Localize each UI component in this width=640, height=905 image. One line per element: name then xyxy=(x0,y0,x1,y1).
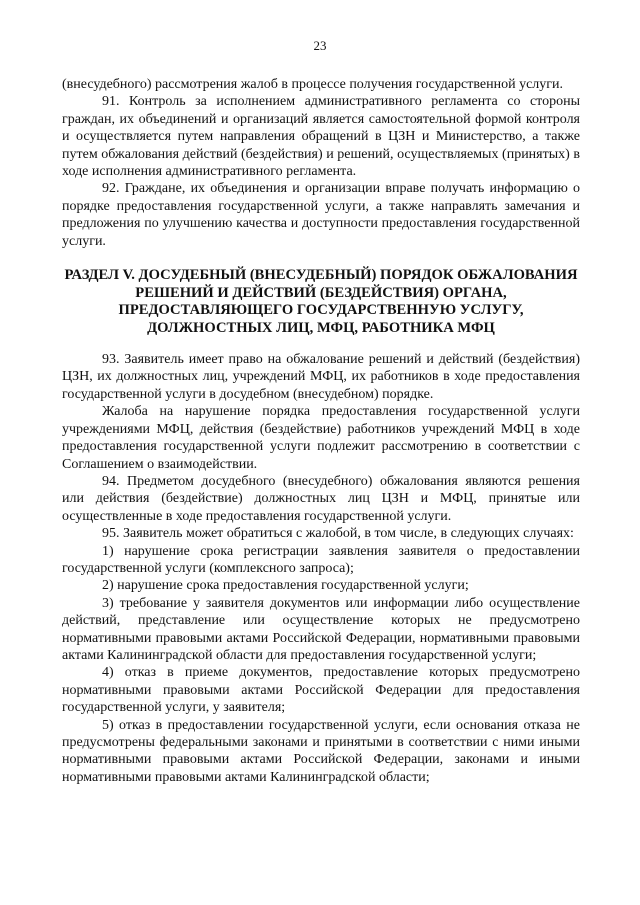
paragraph: 93. Заявитель имеет право на обжалование решений и действий (бездействия) ЦЗН, их должностных лиц, учреждений МФЦ, их работников в ходе предоставления государственной услуги в досудебном (внесудебном) порядке. xyxy=(62,352,580,402)
paragraph: 91. Контроль за исполнением административного регламента со стороны граждан, их объединений и организаций является самостоятельной формой контроля и осуществляется путем направления обращений в ЦЗН и Министерство, а также путем обжалования действий (бездействия) и решений, осуществляемых (принятых) в ходе исполнения административного регламента. xyxy=(62,94,580,180)
list-item: 5) отказ в предоставлении государственной услуги, если основания отказа не предусмотрены федеральными законами и принятыми в соответствии с ними иными нормативными правовыми актами Российской Федерации, законами и иными нормативными правовыми актами Калининградской области; xyxy=(62,717,580,785)
paragraph: Жалоба на нарушение порядка предоставления государственной услуги учреждениями МФЦ, действия (бездействие) работников учреждений МФЦ в ходе предоставления государственной услуги подлежит рассмотрению в соответствии с Соглашением о взаимодействии. xyxy=(62,404,580,472)
section-heading: РАЗДЕЛ V. ДОСУДЕБНЫЙ (ВНЕСУДЕБНЫЙ) ПОРЯДОК ОБЖАЛОВАНИЯ РЕШЕНИЙ И ДЕЙСТВИЙ (БЕЗДЕЙСТВИЯ) ОРГАНА, ПРЕДОСТАВЛЯЮЩЕГО ГОСУДАРСТВЕННУЮ УСЛУГУ, ДОЛЖНОСТНЫХ ЛИЦ, МФЦ, РАБОТНИКА МФЦ xyxy=(64,267,578,336)
paragraphs-after-section xyxy=(62,351,580,786)
paragraph: 95. Заявитель может обратиться с жалобой, в том числе, в следующих случаях: xyxy=(102,526,574,542)
paragraph: 94. Предметом досудебного (внесудебного) обжалования являются решения или действия (бездействие) должностных лиц ЦЗН и МФЦ, принятые или осуществленные в ходе предоставления государственной услуги. xyxy=(62,473,580,524)
list-item: 4) отказ в приеме документов, предоставление которых предусмотрено нормативными правовыми актами Российской Федерации для предоставления государственной услуги, у заявителя; xyxy=(62,665,580,716)
list-item: 3) требование у заявителя документов или информации либо осуществление действий, представление или осуществление которых не предусмотрено нормативными правовыми актами Российской Федерации, нормативными правовыми актами Калининградской области для предоставления государственной услуги; xyxy=(62,595,580,663)
list-item: 2) нарушение срока предоставления государственной услуги; xyxy=(102,578,469,594)
paragraph: (внесудебного) рассмотрения жалоб в процессе получения государственной услуги. xyxy=(62,77,563,92)
document-body xyxy=(62,76,580,786)
paragraphs-before-section xyxy=(62,76,580,250)
page-number: 23 xyxy=(313,38,327,53)
list-item: 1) нарушение срока регистрации заявления заявителя о предоставлении государственной услуги (комплексного запроса); xyxy=(62,543,580,576)
paragraph: 92. Граждане, их объединения и организации вправе получать информацию о порядке предоставления государственной услуги, а также направлять замечания и предложения по улучшению качества и доступности предоставления государственной услуги. xyxy=(62,181,580,249)
